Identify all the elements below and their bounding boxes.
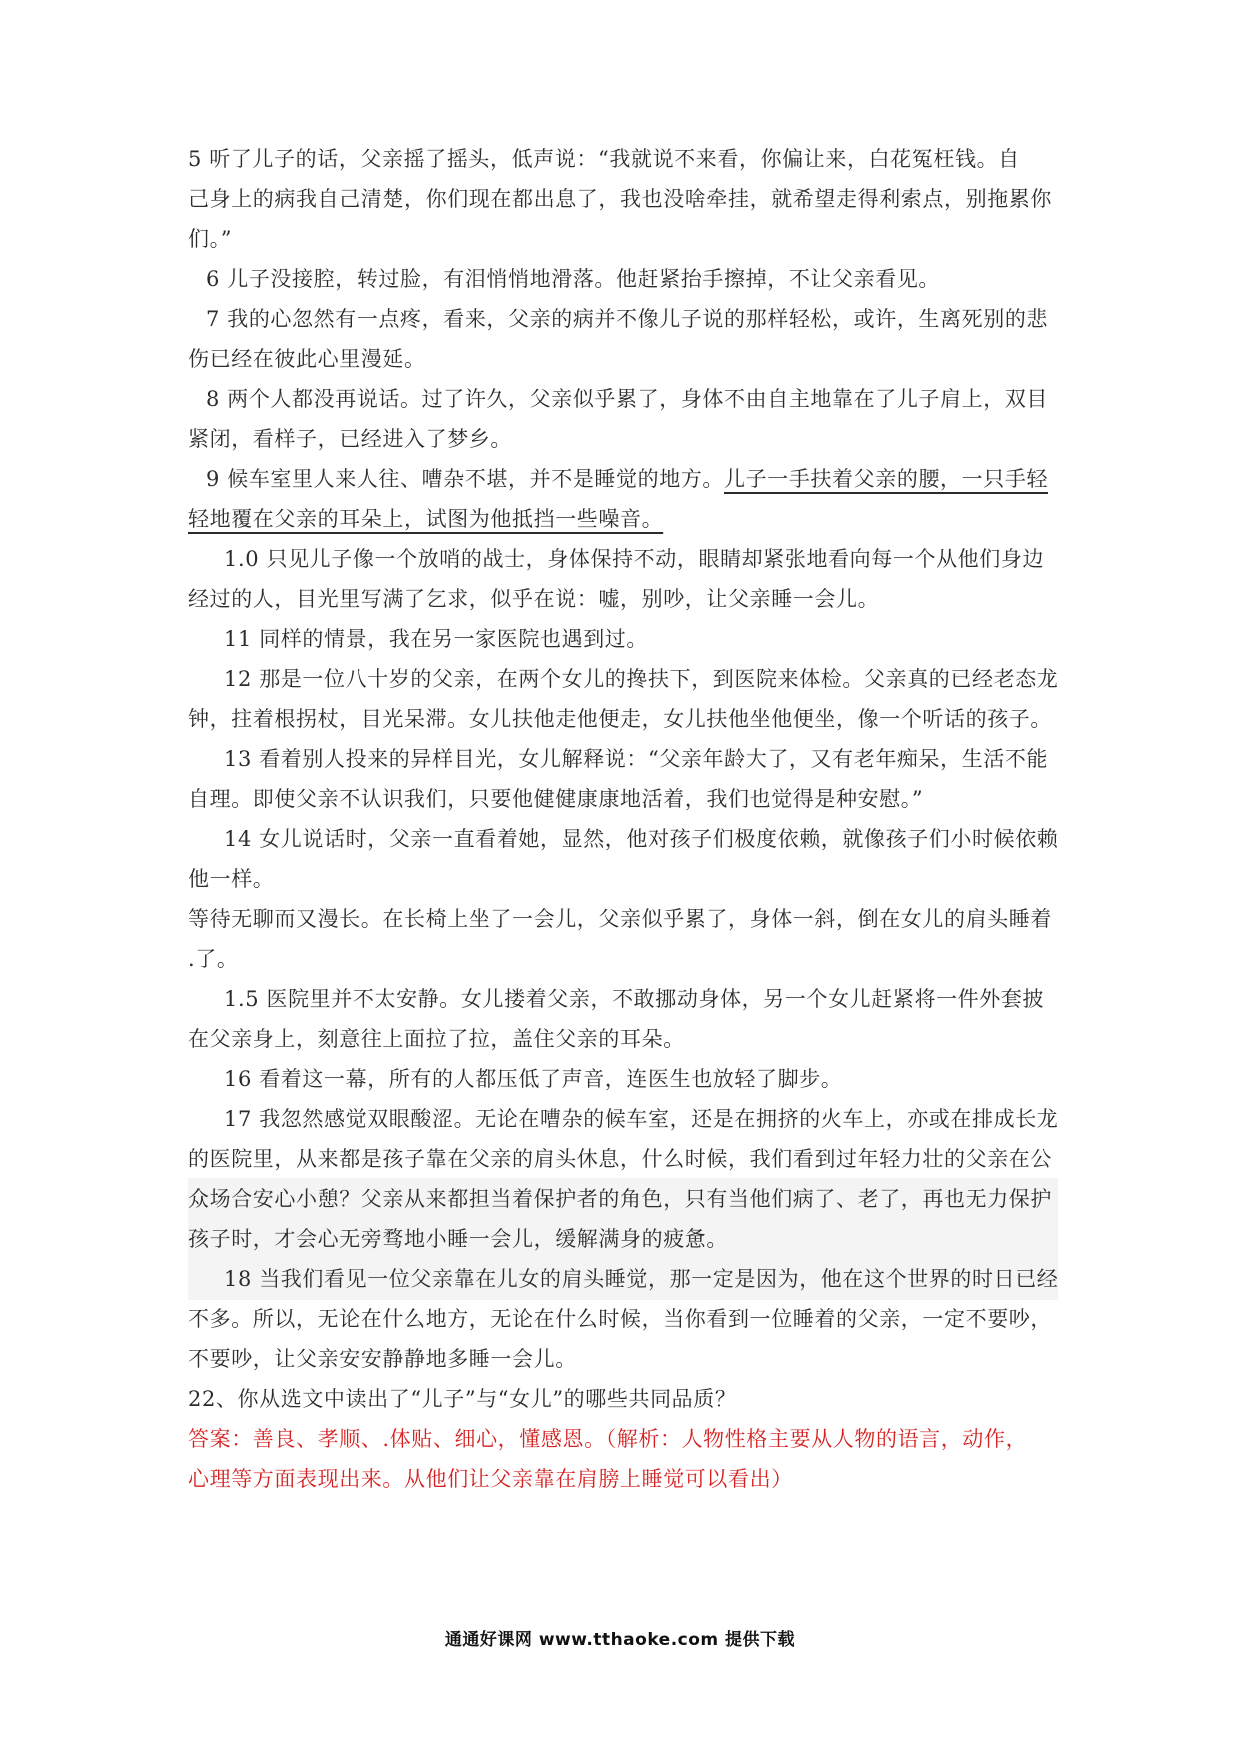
paragraph-10-line-2: 经过的人，目光里写满了乞求，似乎在说：嘘，别吵，让父亲睡一会儿。 bbox=[188, 587, 880, 611]
paragraph-5-line-3: 们。” bbox=[188, 227, 233, 251]
paragraph-8-line-1: 8 两个人都没再说话。过了许久，父亲似乎累了，身体不由自主地靠在了儿子肩上，双目 bbox=[206, 387, 1049, 411]
answer-line-2: 心理等方面表现出来。从他们让父亲靠在肩膀上睡觉可以看出） bbox=[188, 1467, 793, 1491]
paragraph-9-plain-text: 9 候车室里人来人往、嘈杂不堪，并不是睡觉的地方。 bbox=[206, 467, 725, 491]
paragraph-13-line-1: 13 看着别人投来的异样目光，女儿解释说：“父亲年龄大了，又有老年痴呆，生活不能 bbox=[224, 747, 1049, 771]
paragraph-14-line-2: 他一样。 bbox=[188, 867, 275, 891]
paragraph-17-line-4: 孩子时，才会心无旁骛地小睡一会儿，缓解满身的疲惫。 bbox=[188, 1227, 728, 1251]
paragraph-15-line-2: 在父亲身上，刻意往上面拉了拉，盖住父亲的耳朵。 bbox=[188, 1027, 685, 1051]
paragraph-18-line-2: 不多。所以，无论在什么地方，无论在什么时候，当你看到一位睡着的父亲，一定不要吵， bbox=[188, 1307, 1052, 1331]
paragraph-13-line-2: 自理。即使父亲不认识我们，只要他健健康康地活着，我们也觉得是种安慰。” bbox=[188, 787, 924, 811]
paragraph-14-line-4: .了。 bbox=[188, 947, 239, 971]
paragraph-9-line-2: 轻地覆在父亲的耳朵上，试图为他抵挡一些噪音。 bbox=[188, 507, 664, 531]
paragraph-15-line-1: 1.5 医院里并不太安静。女儿搂着父亲，不敢挪动身体，另一个女儿赶紧将一件外套披 bbox=[224, 987, 1045, 1011]
paragraph-14-line-1: 14 女儿说话时，父亲一直看着她，显然，他对孩子们极度依赖，就像孩子们小时候依赖 bbox=[224, 827, 1059, 851]
paragraph-17-line-2: 的医院里，从来都是孩子靠在父亲的肩头休息，什么时候，我们看到过年轻力壮的父亲在公 bbox=[188, 1147, 1052, 1171]
paragraph-18-line-1: 18 当我们看见一位父亲靠在儿女的肩头睡觉，那一定是因为，他在这个世界的时日已经 bbox=[224, 1267, 1059, 1291]
paragraph-18-line-3: 不要吵，让父亲安安静静地多睡一会儿。 bbox=[188, 1347, 577, 1371]
paragraph-12-line-2: 钟，拄着根拐杖，目光呆滞。女儿扶他走他便走，女儿扶他坐他便坐，像一个听话的孩子。 bbox=[188, 707, 1052, 731]
paragraph-6-line-1: 6 儿子没接腔，转过脸，有泪悄悄地滑落。他赶紧抬手擦掉，不让父亲看见。 bbox=[206, 267, 941, 291]
paragraph-5-line-1: 5 听了儿子的话，父亲摇了摇头，低声说：“我就说不来看，你偏让来，白花冤枉钱。自 bbox=[188, 147, 1020, 171]
paragraph-5-line-2: 己身上的病我自己清楚，你们现在都出息了，我也没啥牵挂，就希望走得利索点，别拖累你 bbox=[188, 187, 1052, 211]
paragraph-7-line-1: 7 我的心忽然有一点疼，看来，父亲的病并不像儿子说的那样轻松，或许，生离死别的悲 bbox=[206, 307, 1049, 331]
paragraph-17-line-3: 众场合安心小憩？父亲从来都担当着保护者的角色，只有当他们病了、老了，再也无力保护 bbox=[188, 1187, 1052, 1211]
paragraph-17-line-1: 17 我忽然感觉双眼酸涩。无论在嘈杂的候车室，还是在拥挤的火车上，亦或在排成长龙 bbox=[224, 1107, 1059, 1131]
paragraph-14-line-3: 等待无聊而又漫长。在长椅上坐了一会儿，父亲似乎累了，身体一斜，倒在女儿的肩头睡着 bbox=[188, 907, 1052, 931]
paragraph-10-line-1: 1.0 只见儿子像一个放哨的战士，身体保持不动，眼睛却紧张地看向每一个从他们身边 bbox=[224, 547, 1045, 571]
paragraph-9-underlined-text: 儿子一手扶着父亲的腰，一只手轻 bbox=[724, 467, 1049, 491]
paragraph-8-line-2: 紧闭，看样子，已经进入了梦乡。 bbox=[188, 427, 512, 451]
page-footer: 通通好课网 www.tthaoke.com 提供下载 bbox=[444, 1630, 796, 1650]
question-22: 22、你从选文中读出了“儿子”与“女儿”的哪些共同品质？ bbox=[188, 1387, 737, 1411]
paragraph-16-line-1: 16 看着这一幕，所有的人都压低了声音，连医生也放轻了脚步。 bbox=[224, 1067, 843, 1091]
paragraph-7-line-2: 伤已经在彼此心里漫延。 bbox=[188, 347, 426, 371]
paragraph-12-line-1: 12 那是一位八十岁的父亲，在两个女儿的搀扶下，到医院来体检。父亲真的已经老态龙 bbox=[224, 667, 1059, 691]
answer-line-1: 答案：善良、孝顺、.体贴、细心，懂感恩。（解析：人物性格主要从人物的语言，动作， bbox=[188, 1427, 1028, 1451]
paragraph-11-line-1: 11 同样的情景，我在另一家医院也遇到过。 bbox=[224, 627, 648, 651]
paragraph-9-line-1 bbox=[206, 464, 1076, 494]
